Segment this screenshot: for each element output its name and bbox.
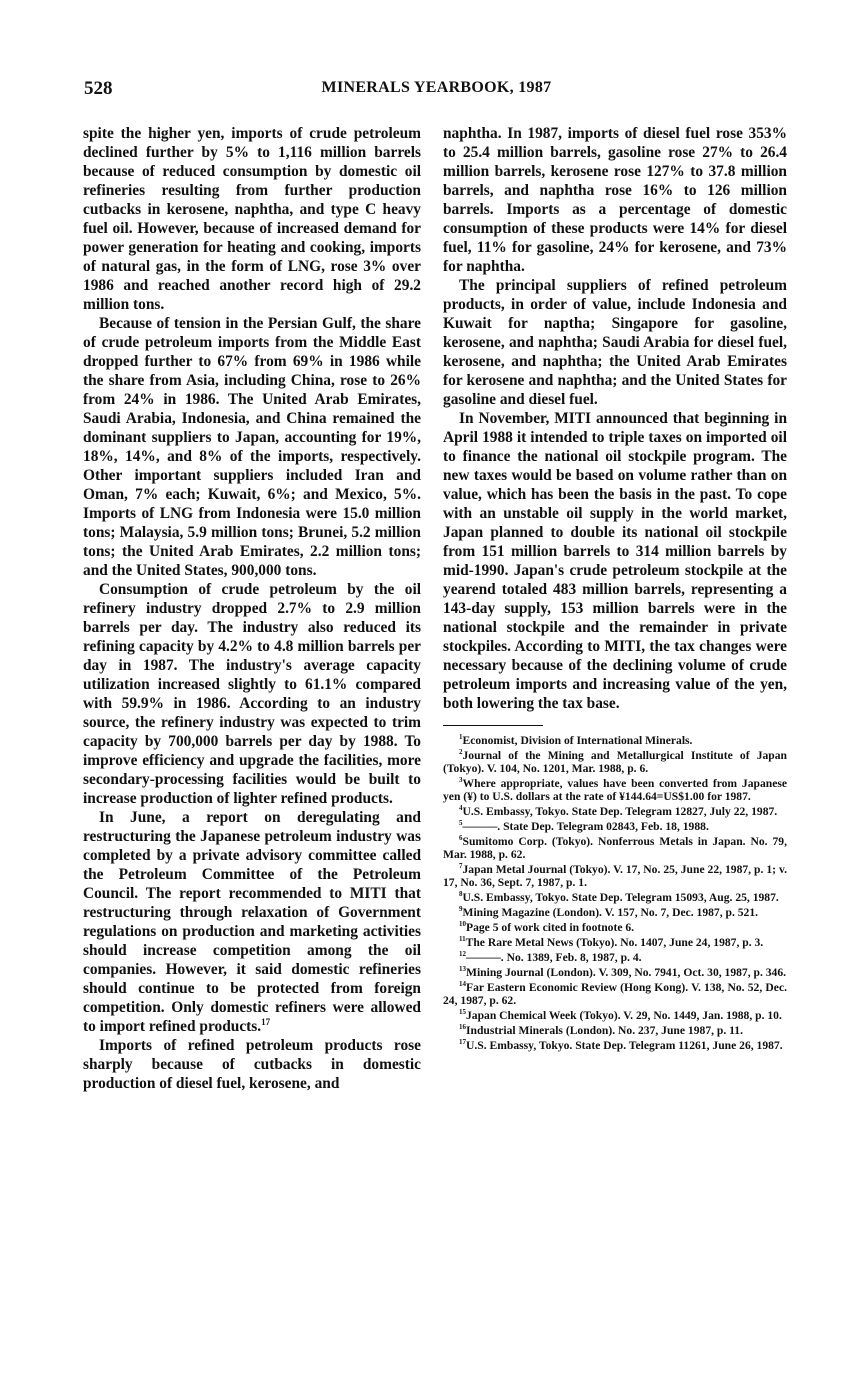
footnote-number: 8: [459, 890, 463, 899]
paragraph: Imports of refined petroleum products rose sharply because of cutbacks in domestic production of diesel fuel, kerosene, and: [83, 1037, 421, 1092]
footnote-number: 2: [459, 748, 463, 757]
footnote-text: Industrial Minerals (London). No. 237, June 1987, p. 11.: [466, 1024, 744, 1037]
footnote-text: U.S. Embassy, Tokyo. State Dep. Telegram 12827, July 22, 1987.: [462, 805, 778, 818]
footnote: [443, 981, 787, 1007]
footnote: [443, 1024, 787, 1037]
page-header: [84, 78, 789, 102]
running-title: MINERALS YEARBOOK, 1987: [321, 79, 552, 96]
paragraph: Because of tension in the Persian Gulf, the share of crude petroleum imports from the Middle East dropped further to 67% from 69% in 1986 while the share from Asia, including China, rose to 26% from 24% in 1986. The United Arab Emirates, Saudi Arabia, Indonesia, and China remained the dominant suppliers to Japan, accounting for 19%, 18%, 14%, and 8% of the imports, respectively. Other important suppliers included Iran and Oman, 7% each; Kuwait, 6%; and Mexico, 5%. Imports of LNG from Indonesia were 15.0 million tons; Malaysia, 5.9 million tons; Brunei, 5.2 million tons; the United Arab Emirates, 2.2 million tons; and the United States, 900,000 tons.: [83, 315, 421, 579]
footnote-number: 9: [459, 905, 463, 914]
footnote-number: 17: [459, 1038, 466, 1047]
footnote-number: 6: [459, 834, 463, 843]
footnote: [443, 734, 787, 747]
footnote-divider: [443, 725, 543, 726]
footnote-text: Mining Magazine (London). V. 157, No. 7, Dec. 1987, p. 521.: [462, 906, 759, 919]
footnote: [443, 777, 787, 803]
footnote: [443, 835, 787, 861]
footnote-number: 16: [459, 1023, 466, 1032]
footnote-text: Journal of the Mining and Metallurgical Institute of Japan (Tokyo). V. 104, No. 1201, Mar. 1988, p. 6.: [443, 749, 787, 775]
footnote: [443, 805, 787, 818]
right-column: [443, 124, 787, 1054]
footnote-number: 5: [459, 819, 463, 828]
footnote: [443, 863, 787, 889]
footnote-number: 14: [459, 980, 466, 989]
footnote-text: Page 5 of work cited in footnote 6.: [466, 921, 635, 934]
paragraph: [83, 808, 421, 1036]
paragraph: The principal suppliers of refined petroleum products, in order of value, include Indonesia and Kuwait for naptha; Singapore for gasoline, kerosene, and naphtha; Saudi Arabia for diesel fuel, kerosene, and naphtha; the United Arab Emirates for kerosene and naphtha; and the United States for gasoline and diesel fuel.: [443, 277, 787, 408]
footnote-text: ———. No. 1389, Feb. 8, 1987, p. 4.: [466, 951, 642, 964]
footnote-number: 13: [459, 965, 466, 974]
paragraph-text: In June, a report on deregulating and restructuring the Japanese petroleum industry was completed by a private advisory committee called the Petroleum Committee of the Petroleum Council. The report recommended to MITI that restructuring through relaxation of Government regulations on production and marketing activities should increase competition among the oil companies. However, it said domestic refineries should continue to be protected from foreign competition. Only domestic refiners were allowed to import refined products.: [83, 809, 421, 1035]
footnote-text: U.S. Embassy, Tokyo. State Dep. Telegram 11261, June 26, 1987.: [466, 1039, 783, 1052]
footnote-text: ———. State Dep. Telegram 02843, Feb. 18, 1988.: [462, 820, 709, 833]
footnote-number: 4: [459, 804, 463, 813]
footnote-number: 12: [459, 950, 466, 959]
footnote-reference: 17: [261, 1016, 271, 1027]
paragraph: Consumption of crude petroleum by the oil refinery industry dropped 2.7% to 2.9 million barrels per day. The industry also reduced its refining capacity by 4.2% to 4.8 million barrels per day in 1987. The industry's average capacity utilization increased slightly to 61.1% compared with 59.9% in 1986. According to an industry source, the refinery industry was expected to trim capacity by 700,000 barrels per day by 1988. To improve efficiency and upgrade the facilities, more secondary-processing facilities would be built to increase production of lighter refined products.: [83, 581, 421, 807]
footnote-number: 10: [459, 920, 466, 929]
footnote-text: Where appropriate, values have been converted from Japanese yen (¥) to U.S. dollars at the rate of ¥144.64=US$1.00 for 1987.: [443, 777, 787, 803]
footnote-text: Far Eastern Economic Review (Hong Kong). V. 138, No. 52, Dec. 24, 1987, p. 62.: [443, 981, 787, 1007]
footnote-number: 7: [459, 862, 463, 871]
footnote: [443, 921, 787, 934]
footnote-text: Mining Journal (London). V. 309, No. 7941, Oct. 30, 1987, p. 346.: [466, 966, 787, 979]
footnote: [443, 951, 787, 964]
footnote-number: 3: [459, 776, 463, 785]
left-column: [83, 124, 421, 1093]
footnote-number: 11: [459, 935, 466, 944]
footnote: [443, 906, 787, 919]
paragraph: In November, MITI announced that beginning in April 1988 it intended to triple taxes on imported oil to finance the national oil stockpile program. The new taxes would be based on volume rather than on value, which has been the basis in the past. To cope with an unstable oil supply in the world market, Japan planned to double its national oil stockpile from 151 million barrels to 314 million barrels by mid-1990. Japan's crude petroleum stockpile at the yearend totaled 483 million barrels, representing a 143-day supply, 153 million barrels were in the national stockpile and the remainder in private stockpiles. According to MITI, the tax changes were necessary because of the declining volume of crude petroleum imports and increasing value of the yen, both lowering the tax base.: [443, 410, 787, 712]
footnote-number: 1: [459, 733, 463, 742]
paragraph: spite the higher yen, imports of crude petroleum declined further by 5% to 1,116 million barrels because of reduced consumption by domestic oil refineries resulting from further production cutbacks in kerosene, naphtha, and type C heavy fuel oil. However, because of increased demand for power generation for heating and cooking, imports of natural gas, in the form of LNG, rose 3% over 1986 and reached another record high of 29.2 million tons.: [83, 125, 421, 313]
footnote: [443, 966, 787, 979]
footnote-text: The Rare Metal News (Tokyo). No. 1407, June 24, 1987, p. 3.: [465, 936, 764, 949]
footnote-text: Japan Chemical Week (Tokyo). V. 29, No. 1449, Jan. 1988, p. 10.: [466, 1009, 782, 1022]
footnote-text: U.S. Embassy, Tokyo. State Dep. Telegram 15093, Aug. 25, 1987.: [462, 891, 779, 904]
footnote: [443, 749, 787, 775]
paragraph: naphtha. In 1987, imports of diesel fuel rose 353% to 25.4 million barrels, gasoline rose 27% to 26.4 million barrels, kerosene rose 127% to 37.8 million barrels, and naphtha rose 16% to 126 million barrels. Imports as a percentage of domestic consumption of these products were 14% for diesel fuel, 11% for gasoline, 24% for kerosene, and 73% for naphtha.: [443, 125, 787, 275]
footnote-text: Economist, Division of International Minerals.: [462, 734, 693, 747]
footnote: [443, 936, 787, 949]
footnote: [443, 1009, 787, 1022]
footnote: [443, 1039, 787, 1052]
footnote: [443, 891, 787, 904]
footnote-number: 15: [459, 1008, 466, 1017]
page-number: 528: [84, 78, 113, 99]
footnote-text: Japan Metal Journal (Tokyo). V. 17, No. 25, June 22, 1987, p. 1; v. 17, No. 36, Sept. 7, 1987, p. 1.: [443, 863, 787, 889]
footnote-text: Sumitomo Corp. (Tokyo). Nonferrous Metals in Japan. No. 79, Mar. 1988, p. 62.: [443, 835, 787, 861]
footnote: [443, 820, 787, 833]
footnotes: [443, 734, 787, 1052]
